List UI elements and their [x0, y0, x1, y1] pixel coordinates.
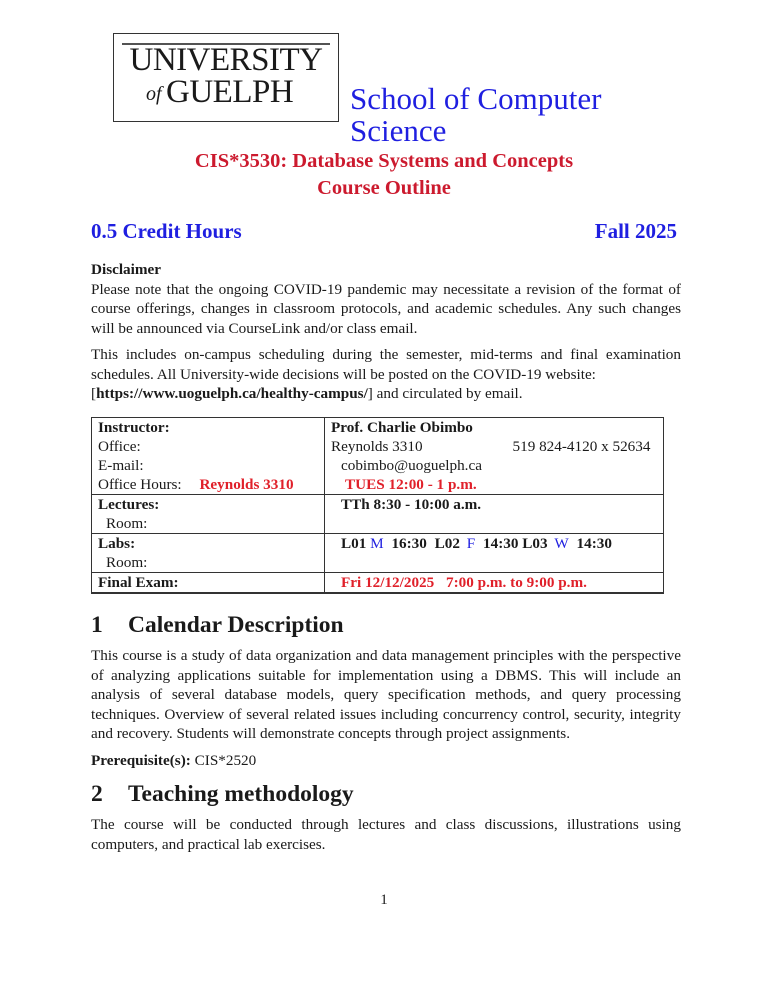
- course-info-table: [91, 417, 664, 593]
- final-exam-label: Final Exam:: [92, 573, 325, 593]
- disclaimer-paragraph-1: Please note that the ongoing COVID-19 pandemic may necessitate a revision of the format of course offerings, changes in classroom protocols, and academic schedules. Any such changes will be announced via CourseLink and/or class email.: [91, 280, 681, 337]
- section-title: Teaching methodology: [128, 781, 354, 807]
- prereq-value: CIS*2520: [194, 751, 257, 769]
- instructor-value: Prof. Charlie Obimbo: [325, 418, 664, 438]
- page-number: 1: [380, 892, 388, 908]
- section-heading-calendar-description: [91, 612, 344, 639]
- table-double-rule: [91, 593, 664, 594]
- lab-time: 16:30: [391, 535, 427, 552]
- office-cell: [325, 437, 664, 456]
- logo-line1: UNIVERSITY: [129, 42, 323, 78]
- lab-time: 14:30: [483, 535, 519, 552]
- logo-of: of: [146, 83, 162, 105]
- email-label: E-mail:: [92, 456, 325, 475]
- disclaimer-heading: Disclaimer: [91, 261, 162, 278]
- lab-room-label: Room:: [92, 553, 325, 573]
- lab-room-value: [325, 553, 664, 573]
- calendar-description: [91, 646, 681, 770]
- phone-number: 519 824-4120 x 52634: [512, 438, 651, 455]
- labs-value: [325, 534, 664, 554]
- prereq-label: Prerequisite(s):: [91, 751, 191, 769]
- lab-section: L02: [434, 535, 460, 552]
- email-value[interactable]: cobimbo@uoguelph.ca: [325, 456, 664, 475]
- school-title-line1: School of Computer: [350, 81, 602, 116]
- lab-day: F: [466, 535, 476, 552]
- credit-hours: 0.5 Credit Hours: [91, 219, 242, 243]
- office-hours-cell: [92, 475, 325, 495]
- school-title: [350, 83, 690, 147]
- lab-day: M: [370, 535, 384, 552]
- university-logo: [113, 33, 339, 122]
- calendar-description-body: This course is a study of data organization and data management principles with the perspective of analyzing applications suitable for implementation using a DBMS. This will include an analysis of several database models, query specification methods, and query processing techniques. Overview of several related issues including concurrency control, security, integrity and recovery. Students will demonstrate concepts through project assignments.: [91, 647, 681, 742]
- healthy-campus-link[interactable]: https://www.uoguelph.ca/healthy-campus/: [96, 385, 368, 402]
- lab-time: 14:30: [576, 535, 612, 552]
- link-bracket-open: [: [91, 385, 97, 402]
- school-title-line2: Science: [350, 113, 447, 148]
- office-hours-label: Office Hours:: [98, 476, 182, 493]
- lectures-label: Lectures:: [92, 495, 325, 515]
- course-title: CIS*3530: Database Systems and Concepts: [194, 150, 574, 172]
- lab-section: L01: [341, 535, 367, 552]
- disclaimer-paragraph-2: [91, 345, 681, 404]
- course-subtitle: Course Outline: [317, 177, 451, 199]
- office-value: Reynolds 3310: [331, 438, 423, 455]
- office-hours-value: TUES 12:00 - 1 p.m.: [325, 475, 664, 495]
- lab-day: W: [554, 535, 569, 552]
- labs-label: Labs:: [92, 534, 325, 554]
- office-label: Office:: [92, 437, 325, 456]
- section-number: 2: [91, 781, 103, 807]
- link-bracket-close: ] and circulated by email.: [367, 385, 523, 402]
- final-exam-time: 7:00 p.m. to 9:00 p.m.: [446, 574, 587, 591]
- teaching-methodology-body: The course will be conducted through lectures and class discussions, illustrations using computers, and practical lab exercises.: [91, 816, 681, 853]
- lectures-value: TTh 8:30 - 10:00 a.m.: [325, 495, 664, 515]
- final-exam-value: [325, 573, 664, 593]
- lecture-room-label: Room:: [92, 514, 325, 534]
- teaching-methodology: [91, 815, 681, 854]
- section-title: Calendar Description: [128, 612, 344, 638]
- term: Fall 2025: [594, 219, 677, 243]
- lecture-room-value: [325, 514, 664, 534]
- lab-section: L03: [522, 535, 548, 552]
- logo-line2: GUELPH: [166, 74, 294, 110]
- prerequisites: [91, 751, 681, 771]
- section-number: 1: [91, 612, 103, 638]
- disclaimer-paragraph-2-text: This includes on-campus scheduling during the semester, mid-terms and final examination schedules. All University-wide decisions will be posted on the COVID-19 website:: [91, 346, 681, 383]
- disclaimer: [91, 260, 681, 404]
- office-hours-location: Reynolds 3310: [199, 476, 294, 493]
- instructor-label: Instructor:: [92, 418, 325, 438]
- final-exam-date: Fri 12/12/2025: [341, 574, 435, 591]
- section-heading-teaching-methodology: [91, 781, 354, 808]
